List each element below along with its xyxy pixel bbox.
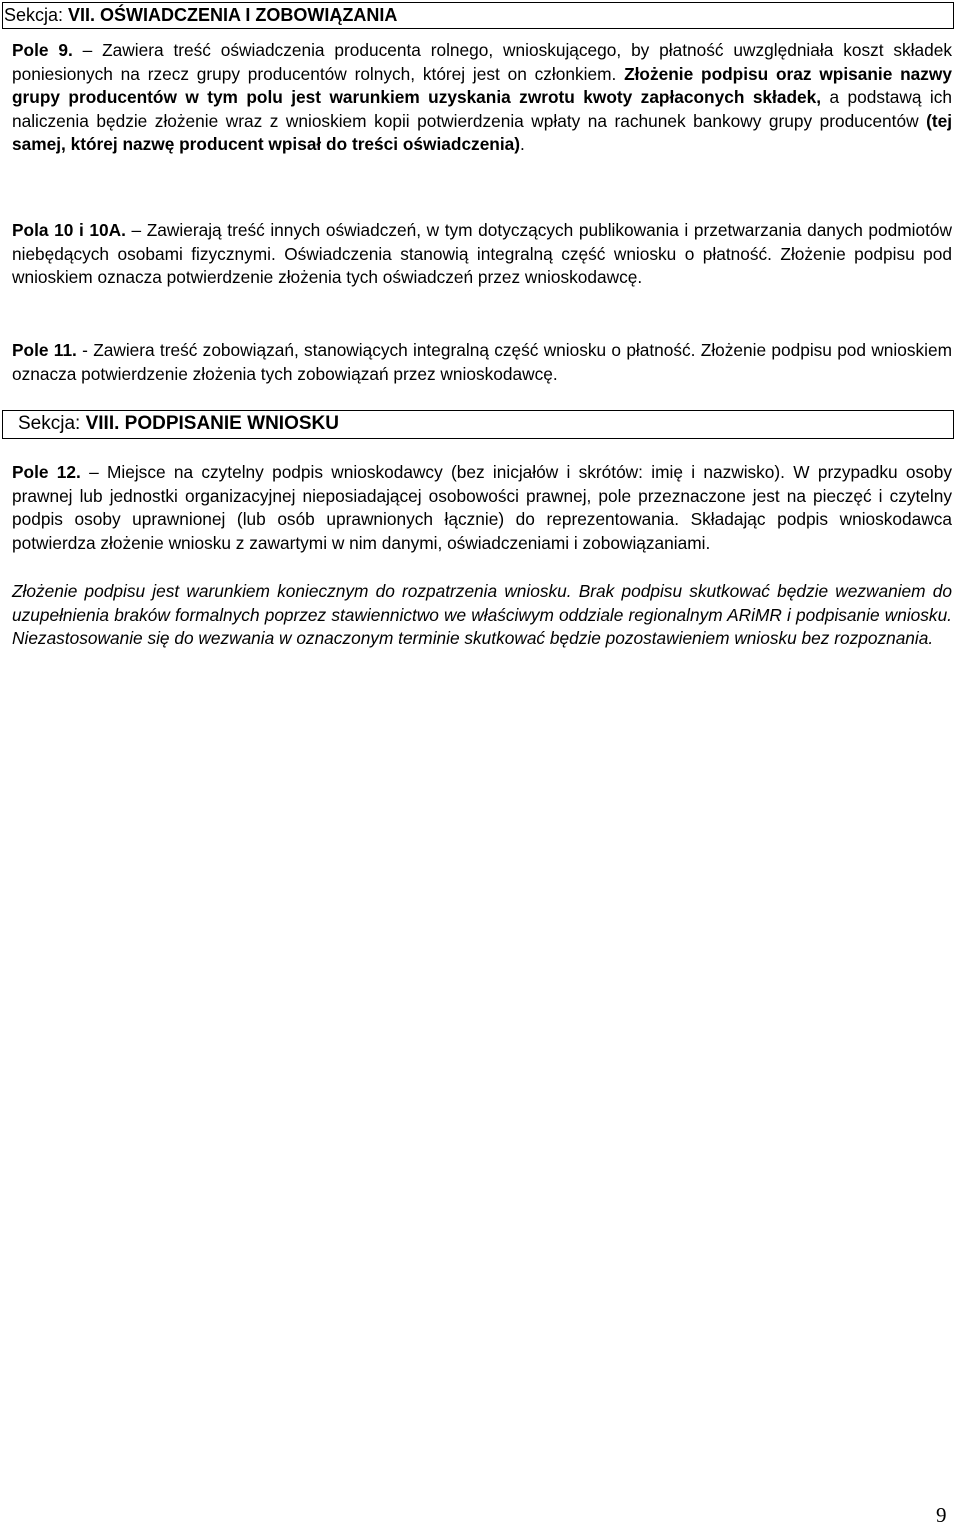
paragraph-pole-12-italic: Złożenie podpisu jest warunkiem koniecznym do rozpatrzenia wniosku. Brak podpisu skutkować będzie wezwaniem do uzupełnienia braków formalnych poprzez stawiennictwo we właściwym oddziale regionalnym ARiMR i podpisanie wniosku. Niezastosowanie się do wezwania w oznaczonym terminie skutkować będzie pozostawieniem wniosku bez rozpoznania. xyxy=(12,581,952,648)
paragraph-pola-10 xyxy=(12,219,952,290)
page-number: 9 xyxy=(936,1503,947,1527)
paragraph-text: - Zawiera treść zobowiązań, stanowiących integralną część wniosku o płatność. Złożenie podpisu pod wnioskiem oznacza potwierdzenie złożenia tych zobowiązań przez wnioskodawcę. xyxy=(12,340,952,384)
paragraph-text: – Zawiera treść oświadczenia producenta rolnego, wnioskującego, by płatność uwzględniała koszt składek poniesionych na rzecz grupy producentów rolnych, której jest on członkiem. xyxy=(12,40,952,84)
paragraph-pole-11 xyxy=(12,339,952,386)
section-header-viii xyxy=(2,410,954,439)
field-label: Pola 10 i 10A. xyxy=(12,220,126,240)
section-header-vii xyxy=(2,2,954,29)
field-label: Pole 12. xyxy=(12,462,81,482)
paragraph-text: . xyxy=(520,134,525,154)
section-prefix: Sekcja: xyxy=(18,413,86,434)
field-label: Pole 9. xyxy=(12,40,73,60)
field-label: Pole 11. xyxy=(12,340,77,360)
paragraph-pole-12 xyxy=(12,461,952,555)
paragraph-text: a podstawą ich naliczenia będzie złożenie wraz z wnioskiem kopii potwierdzenia wpłaty na rachunek bankowy grupy producentów xyxy=(12,87,952,131)
section-prefix: Sekcja: xyxy=(4,5,69,25)
paragraph-bold-text: (tej samej, której nazwę producent wpisał do treści oświadczenia) xyxy=(12,110,952,154)
paragraph-text: – Zawierają treść innych oświadczeń, w tym dotyczących publikowania i przetwarzania danych podmiotów niebędących osobami fizycznymi. Oświadczenia stanowią integralną część wniosku o płatność. Złożenie podpisu pod wnioskiem oznacza potwierdzenie złożenia tych oświadczeń przez wnioskodawcę. xyxy=(12,220,952,287)
paragraph-bold-text: Złożenie podpisu oraz wpisanie nazwy grupy producentów w tym polu jest warunkiem uzyskania zwrotu kwoty zapłaconych składek, xyxy=(12,63,952,107)
paragraph-pole-9 xyxy=(12,39,952,157)
section-title: VIII. PODPISANIE WNIOSKU xyxy=(85,413,339,434)
paragraph-text: – Miejsce na czytelny podpis wnioskodawcy (bez inicjałów i skrótów: imię i nazwisko). W przypadku osoby prawnej lub jednostki organizacyjnej nieposiadającej osobowości prawnej, pole przeznaczone jest na pieczęć i czytelny podpis osoby uprawnionej (lub osób uprawnionych łącznie) do reprezentowania. Składając podpis wnioskodawca potwierdza złożenie wniosku z zawartymi w nim danymi, oświadczeniami i zobowiązaniami. xyxy=(12,462,952,553)
section-title: VII. OŚWIADCZENIA I ZOBOWIĄZANIA xyxy=(68,5,398,25)
